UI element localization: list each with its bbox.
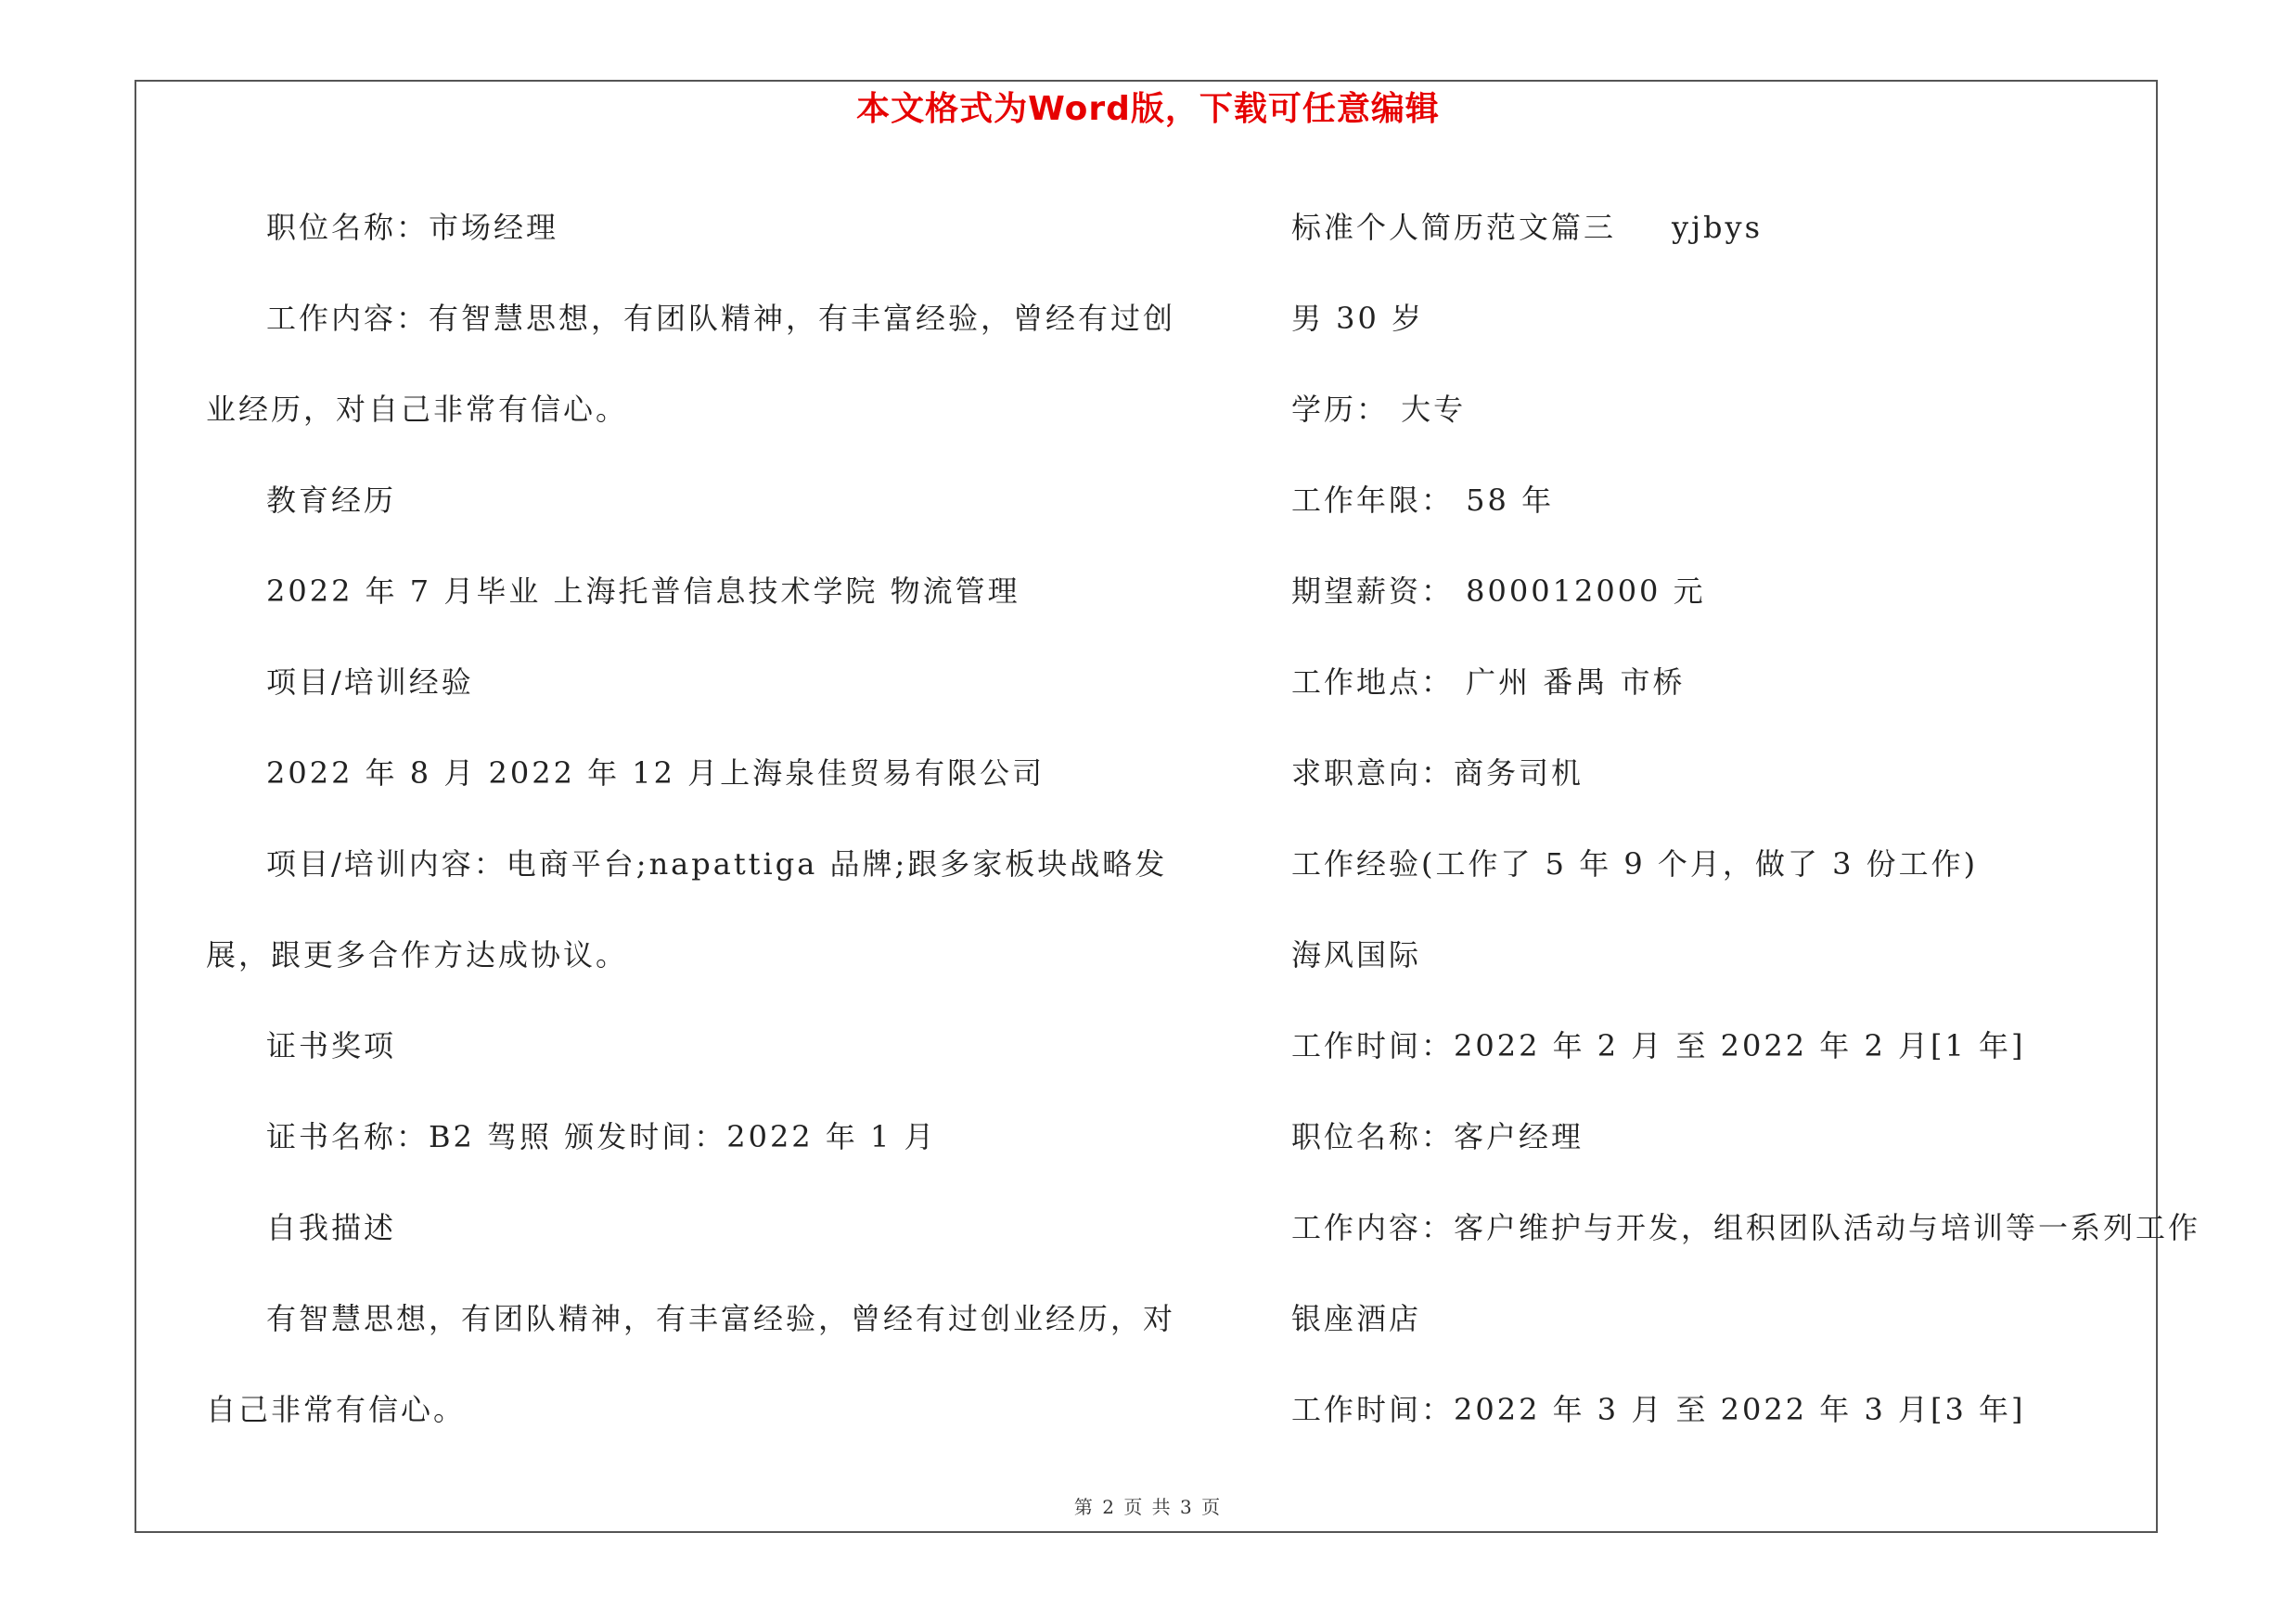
right-title-line	[1291, 182, 2154, 273]
banner-word: Word	[1028, 90, 1131, 128]
right-line-company-2: 银座酒店	[1291, 1301, 1422, 1336]
right-column	[1291, 182, 2201, 1455]
right-title-suffix: yjbys	[1672, 210, 1763, 245]
left-line-job-content: 工作内容：有智慧思想，有团队精神，有丰富经验，曾经有过创	[266, 301, 1176, 336]
right-line-gender-age: 男 30 岁	[1291, 301, 1425, 336]
left-line-certificate: 证书名称：B2 驾照 颁发时间：2022 年 1 月	[266, 1119, 937, 1154]
right-line-salary: 期望薪资： 800012000 元	[1291, 573, 1706, 609]
left-heading-certificates: 证书奖项	[266, 1028, 397, 1063]
left-line-project-period: 2022 年 8 月 2022 年 12 月上海泉佳贸易有限公司	[266, 755, 1045, 791]
banner-suffix: 版，下载可任意编辑	[1130, 90, 1440, 128]
document-banner	[0, 82, 2296, 137]
right-line-experience-summary: 工作经验(工作了 5 年 9 个月，做了 3 份工作)	[1291, 846, 1979, 882]
right-line-work-years: 工作年限： 58 年	[1291, 483, 1555, 518]
banner-prefix: 本文格式为	[856, 90, 1029, 128]
page-number: 第 2 页 共 3 页	[1073, 1496, 1223, 1518]
left-line-project-content: 项目/培训内容：电商平台;napattiga 品牌;跟多家板块战略发	[266, 846, 1168, 882]
page-footer	[0, 1492, 2296, 1519]
right-title: 标准个人简历范文篇三	[1291, 210, 1617, 245]
right-line-job-intention: 求职意向：商务司机	[1291, 755, 1584, 791]
left-line-job-content-cont: 业经历，对自己非常有信心。	[206, 392, 629, 427]
left-column	[206, 182, 1176, 1455]
right-line-company-2-time: 工作时间：2022 年 3 月 至 2022 年 3 月[3 年]	[1291, 1392, 2026, 1427]
left-line-position: 职位名称：市场经理	[266, 210, 559, 245]
left-heading-education: 教育经历	[266, 483, 397, 518]
right-line-company-1: 海风国际	[1291, 937, 1422, 973]
left-heading-self-description: 自我描述	[266, 1210, 397, 1245]
right-line-company-1-content: 工作内容：客户维护与开发，组积团队活动与培训等一系列工作	[1291, 1210, 2201, 1245]
left-line-graduation: 2022 年 7 月毕业 上海托普信息技术学院 物流管理	[266, 573, 1020, 609]
right-line-company-1-time: 工作时间：2022 年 2 月 至 2022 年 2 月[1 年]	[1291, 1028, 2026, 1063]
right-line-education: 学历： 大专	[1291, 392, 1467, 427]
left-line-self-description-cont: 自己非常有信心。	[206, 1392, 467, 1427]
left-heading-projects: 项目/培训经验	[266, 664, 474, 700]
left-line-self-description: 有智慧思想，有团队精神，有丰富经验，曾经有过创业经历，对	[266, 1301, 1176, 1336]
right-line-company-1-position: 职位名称：客户经理	[1291, 1119, 1584, 1154]
left-line-project-content-cont: 展，跟更多合作方达成协议。	[206, 937, 629, 973]
right-line-location: 工作地点： 广州 番禺 市桥	[1291, 664, 1686, 700]
